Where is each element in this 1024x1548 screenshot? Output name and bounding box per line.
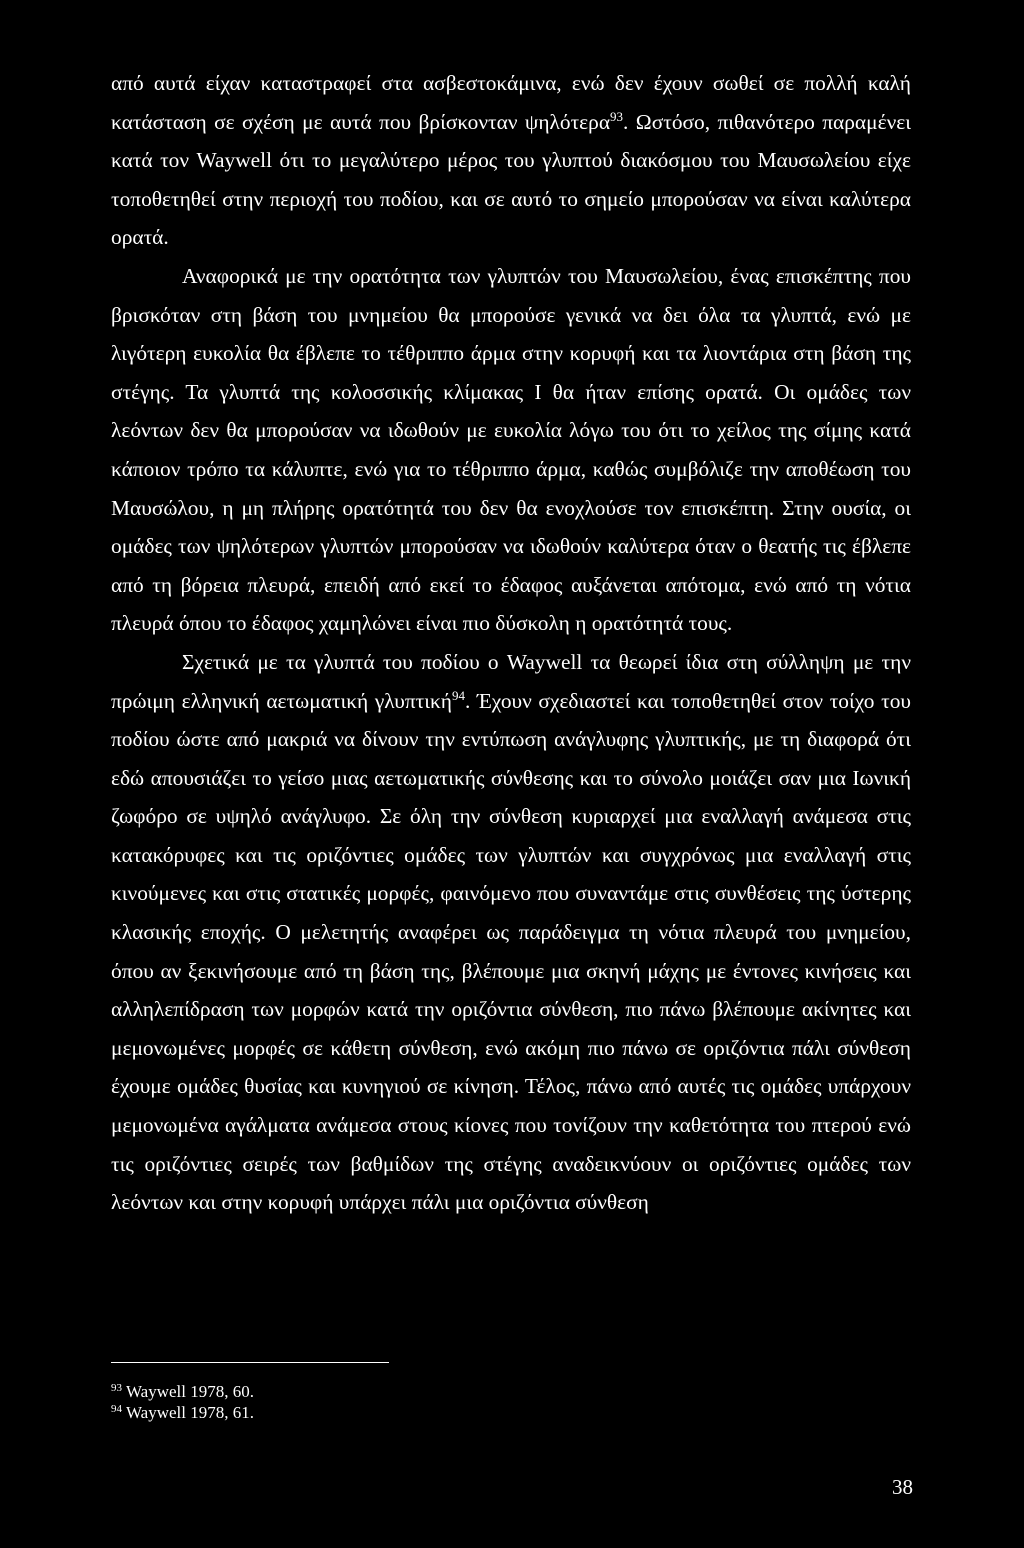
footnote-number: 94 [111, 1403, 122, 1415]
footnote [111, 1381, 911, 1402]
page-number: 38 [892, 1475, 913, 1499]
footnote-reference[interactable]: 93 [610, 108, 624, 124]
footnote-reference[interactable]: 94 [451, 687, 465, 703]
paragraph-text: . Ωστόσο, πιθανότερο παραμένει κατά τον Waywell ότι το μεγαλύτερο μέρος του γλυπτού διακόσμου του Μαυσωλείου είχε τοποθετηθεί στην περιοχή του ποδίου, και σε αυτό το σημείο μπορούσαν να είναι καλύτερα ορατά. [111, 109, 911, 250]
footnote-text: Waywell 1978, 60. [126, 1382, 254, 1401]
paragraph [111, 257, 911, 643]
paragraph-text: από αυτά είχαν καταστραφεί στα ασβεστοκάμινα, ενώ δεν έχουν σωθεί σε πολλή καλή κατάσταση σε σχέση με αυτά που βρίσκονταν ψηλότερα [111, 71, 911, 134]
paragraph-text: Σχετικά με τα γλυπτά του ποδίου ο Waywell τα θεωρεί ίδια στη σύλληψη με την πρώιμη ελληνική αετωματική γλυπτική [111, 649, 911, 713]
body-text [111, 64, 911, 1222]
footnote-divider [111, 1362, 389, 1363]
paragraph [111, 643, 911, 1222]
footnote [111, 1402, 911, 1423]
paragraph [111, 64, 911, 257]
footnote-text: Waywell 1978, 61. [126, 1403, 254, 1422]
footnote-number: 93 [111, 1382, 122, 1394]
footnotes [111, 1381, 911, 1423]
paragraph-text: Αναφορικά με την ορατότητα των γλυπτών του Μαυσωλείου, ένας επισκέπτης που βρισκόταν στη βάση του μνημείου θα μπορούσε γενικά να δει όλα τα γλυπτά, ενώ με λιγότερη ευκολία θα έβλεπε το τέθριππο άρμα στην κορυφή και τα λιοντάρια στη βάση της στέγης. Τα γλυπτά της κολοσσικής κλίμακας I θα ήταν επίσης ορατά. Οι ομάδες των λεόντων δεν θα μπορούσαν να ιδωθούν με ευκολία λόγω του ότι το χείλος της σίμης κατά κάποιον τρόπο τα κάλυπτε, ενώ για το τέθριππο άρμα, καθώς συμβόλιζε την αποθέωση του Μαυσώλου, η μη πλήρης ορατότητά του δεν θα ενοχλούσε τον επισκέπτη. Στην ουσία, οι ομάδες των ψηλότερων γλυπτών μπορούσαν να ιδωθούν καλύτερα όταν ο θεατής τις έβλεπε από τη βόρεια πλευρά, επειδή από εκεί το έδαφος αυξάνεται απότομα, ενώ από τη νότια πλευρά όπου το έδαφος χαμηλώνει είναι πιο δύσκολη η ορατότητά τους. [111, 263, 911, 636]
paragraph-text: . Έχουν σχεδιαστεί και τοποθετηθεί στον τοίχο του ποδίου ώστε από μακριά να δίνουν την εντύπωση ανάγλυφης γλυπτικής, με τη διαφορά ότι εδώ απουσιάζει το γείσο μιας αετωματικής σύνθεσης και το σύνολο μοιάζει σαν μια Ιωνική ζωφόρο σε υψηλό ανάγλυφο. Σε όλη την σύνθεση κυριαρχεί μια εναλλαγή ανάμεσα στις κατακόρυφες και τις οριζόντιες ομάδες των γλυπτών και συγχρόνως μια εναλλαγή στις κινούμενες και στις στατικές μορφές, φαινόμενο που συναντάμε στις συνθέσεις της ύστερης κλασικής εποχής. Ο μελετητής αναφέρει ως παράδειγμα τη νότια πλευρά του μνημείου, όπου αν ξεκινήσουμε από τη βάση της, βλέπουμε μια σκηνή μάχης με έντονες κινήσεις και αλληλεπίδραση των μορφών κατά την οριζόντια σύνθεση, πιο πάνω βλέπουμε ακίνητες και μεμονωμένες μορφές σε κάθετη σύνθεση, ενώ ακόμη πιο πάνω σε οριζόντια πάλι σύνθεση έχουμε ομάδες θυσίας και κυνηγιού σε κίνηση. Τέλος, πάνω από αυτές τις ομάδες υπάρχουν μεμονωμένα αγάλματα ανάμεσα στους κίονες που τονίζουν την καθετότητα του πτερού ενώ τις οριζόντιες σειρές των βαθμίδων της στέγης αναδεικνύουν οι οριζόντιες ομάδες των λεόντων και στην κορυφή υπάρχει πάλι μια οριζόντια σύνθεση [111, 688, 911, 1215]
